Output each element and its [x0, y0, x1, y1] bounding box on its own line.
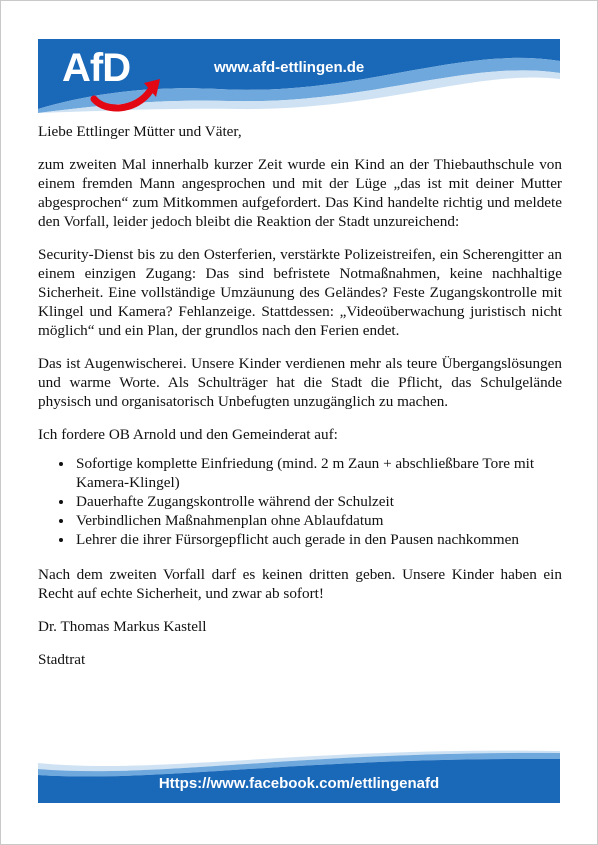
list-item: • Verbindlichen Maßnahmenplan ohne Ablaufdatum	[74, 511, 562, 530]
signature-name: Dr. Thomas Markus Kastell	[38, 618, 207, 635]
footer-wave-graphic	[38, 745, 560, 803]
paragraph-measures: Security-Dienst bis zu den Osterferien, verstärkte Polizeistreifen, ein Scherengitter an einem einzigen Zugang: Das sind befristete Notmaßnahmen, keine nachhaltige Sicherheit. Eine vollständige Umzäunung des Geländes? Feste Zugangskontrolle mit Klingel und Kamera? Fehlanzeige. Stattdessen: „Videoüberwachung juristisch nicht möglich“ und ein Plan, der grundlos nach den Ferien endet.	[38, 246, 562, 339]
footer-facebook-url: Https://www.facebook.com/ettlingenafd	[158, 775, 440, 792]
letter-body	[38, 122, 562, 683]
salutation: Liebe Ettlinger Mütter und Väter,	[38, 123, 242, 140]
header-banner	[38, 39, 560, 113]
list-item: • Dauerhafte Zugangskontrolle während der Schulzeit	[74, 492, 562, 511]
list-item: • Lehrer die ihrer Fürsorgepflicht auch gerade in den Pausen nachkommen	[74, 530, 562, 549]
paragraph-incident: zum zweiten Mal innerhalb kurzer Zeit wurde ein Kind an der Thiebauthschule von einem fremden Mann angesprochen und mit der Lüge „das ist mit deiner Mutter abgesprochen“ zum Mitkommen aufgefordert. Das Kind handelte richtig und meldete den Vorfall, leider jedoch bleibt die Reaktion der Stadt unzureichend:	[38, 156, 562, 230]
signature-title: Stadtrat	[38, 651, 86, 668]
demands-list	[38, 454, 562, 549]
closing-paragraph: Nach dem zweiten Vorfall darf es keinen dritten geben. Unsere Kinder haben ein Recht auf echte Sicherheit, und zwar ab sofort!	[38, 566, 562, 602]
demand-intro: Ich fordere OB Arnold und den Gemeinderat auf:	[38, 426, 338, 443]
paragraph-criticism: Das ist Augenwischerei. Unsere Kinder verdienen mehr als teure Übergangslösungen und warme Worte. Als Schulträger hat die Stadt die Pflicht, das Schulgelände physisch und organisatorisch Unbefugten unzugänglich zu machen.	[38, 355, 562, 410]
list-item: • Sofortige komplette Einfriedung (mind. 2 m Zaun + abschließbare Tore mit Kamera-Klingel)	[74, 454, 562, 492]
footer-banner	[38, 745, 560, 803]
header-website-url: www.afd-ettlingen.de	[214, 59, 365, 76]
logo-red-arrow-icon	[86, 69, 166, 113]
afd-logo: AfD	[62, 46, 131, 90]
